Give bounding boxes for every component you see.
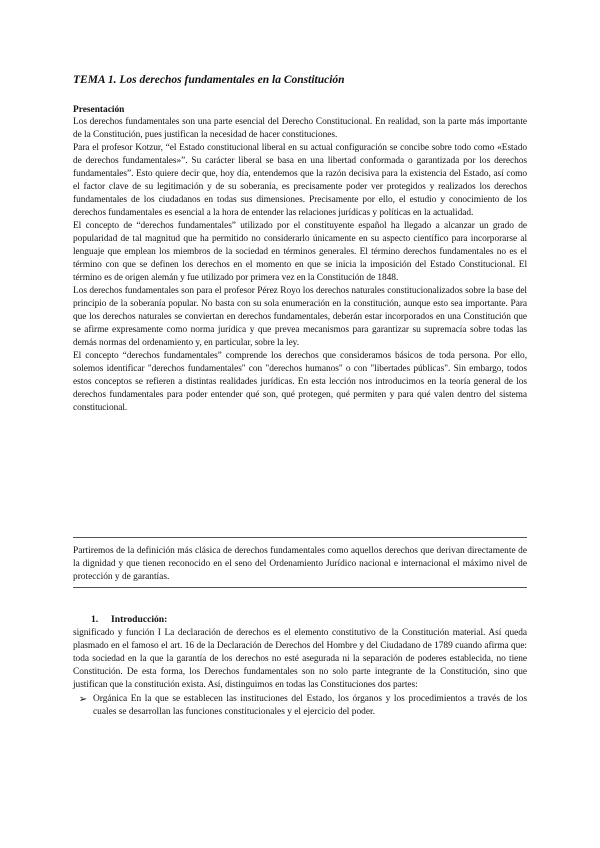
list-item [73, 693, 527, 719]
document-title: TEMA 1. Los derechos fundamentales en la Constitución [73, 74, 345, 86]
section-heading-text: Introducción: [111, 614, 168, 625]
introduccion-section [73, 613, 527, 719]
introduccion-heading [91, 613, 527, 626]
paragraph: El concepto “derechos fundamentales” comprende los derechos que consideramos básicos de toda persona. Por ello, solemos identificar "derechos fundamentales" con "derechos humanos" o con "libertades públicas". Sin embargo, todos estos conceptos se refieren a distintas realidades jurídicas. En esta lección nos introducimos en la teoría general de los derechos fundamentales para poder entender qué son, qué protegen, qué permiten y para qué valen dentro del sistema constitucional. [73, 351, 527, 413]
paragraph: Para el profesor Kotzur, “el Estado constitucional liberal en su actual configuración se concibe sobre todo como «Estado de derechos fundamentales»”. Su carácter liberal se basa en una libertad conformada o garantizada por los derechos fundamentales”. Esto quiere decir que, hoy día, entendemos que la razón decisiva para la existencia del Estado, así como el factor clave de su legitimación y de su soberanía, es precisamente poder ver protegidos y realizados los derechos fundamentales de los ciudadanos en todas sus dimensiones. Precisamente por ello, el estudio y conocimiento de los derechos fundamentales es esencial a la hora de entender las relaciones jurídicas y políticas en la actualidad. [73, 143, 527, 218]
paragraph: Los derechos fundamentales son una parte esencial del Derecho Constitucional. En realidad, son la parte más importante de la Constitución, pues justifican la necesidad de hacer constituciones. [73, 117, 527, 140]
definition-box [73, 537, 527, 588]
presentacion-heading: Presentación [73, 105, 125, 115]
section-number: 1. [91, 614, 99, 625]
list-item-text: Orgánica En la que se establecen las instituciones del Estado, los órganos y los procedimientos a través de los cuales se desarrollan las funciones constitucionales y el ejercicio del poder. [93, 694, 527, 717]
presentacion-section [73, 104, 527, 415]
paragraph: El concepto de “derechos fundamentales” utilizado por el constituyente español ha llegado a alcanzar un grado de popularidad de tal magnitud que ha permitido no considerarlo únicamente en su aspecto científico para incorporarse al lenguaje que emplean los miembros de la sociedad en términos generales. El término derechos fundamentales no es el término con que se definen los derechos en el momento en que se inicia la imposición del Estado Constitucional. El término es de origen alemán y fue utilizado por primera vez en la Constitución de 1848. [73, 221, 527, 283]
paragraph: Los derechos fundamentales son para el profesor Pérez Royo los derechos naturales constitucionalizados sobre la base del principio de la soberanía popular. No basta con su sola enumeración en la constitución, aunque esto sea importante. Para que los derechos naturales se conviertan en derechos fundamentales, deberán estar incorporados en una Constitución que se afirme expresamente como norma jurídica y que prevea mecanismos para garantizar su supremacía sobre todas las demás normas del ordenamiento y, en particular, sobre la ley. [73, 286, 527, 348]
arrow-bullet-icon: ➢ [78, 694, 88, 705]
definition-text: Partiremos de la definición más clásica de derechos fundamentales como aquellos derechos que derivan directamente de la dignidad y que tienen reconocido en el seno del Ordenamiento Jurídico nacional e internacional el máximo nivel de protección y de garantías. [73, 546, 527, 582]
paragraph: significado y función I La declaración de derechos es el elemento constitutivo de la Constitución material. Así queda plasmado en el famoso el art. 16 de la Declaración de Derechos del Hombre y del Ciudadano de 1789 cuando afirma que: toda sociedad en la que la garantía de los derechos no esté asegurada ni la separación de poderes establecida, no tiene Constitución. De esta forma, los Derechos fundamentales son no solo parte integrante de la Constitución, sino que justifican que la constitución exista. Así, distinguimos en todas las Constituciones dos partes: [73, 628, 527, 690]
